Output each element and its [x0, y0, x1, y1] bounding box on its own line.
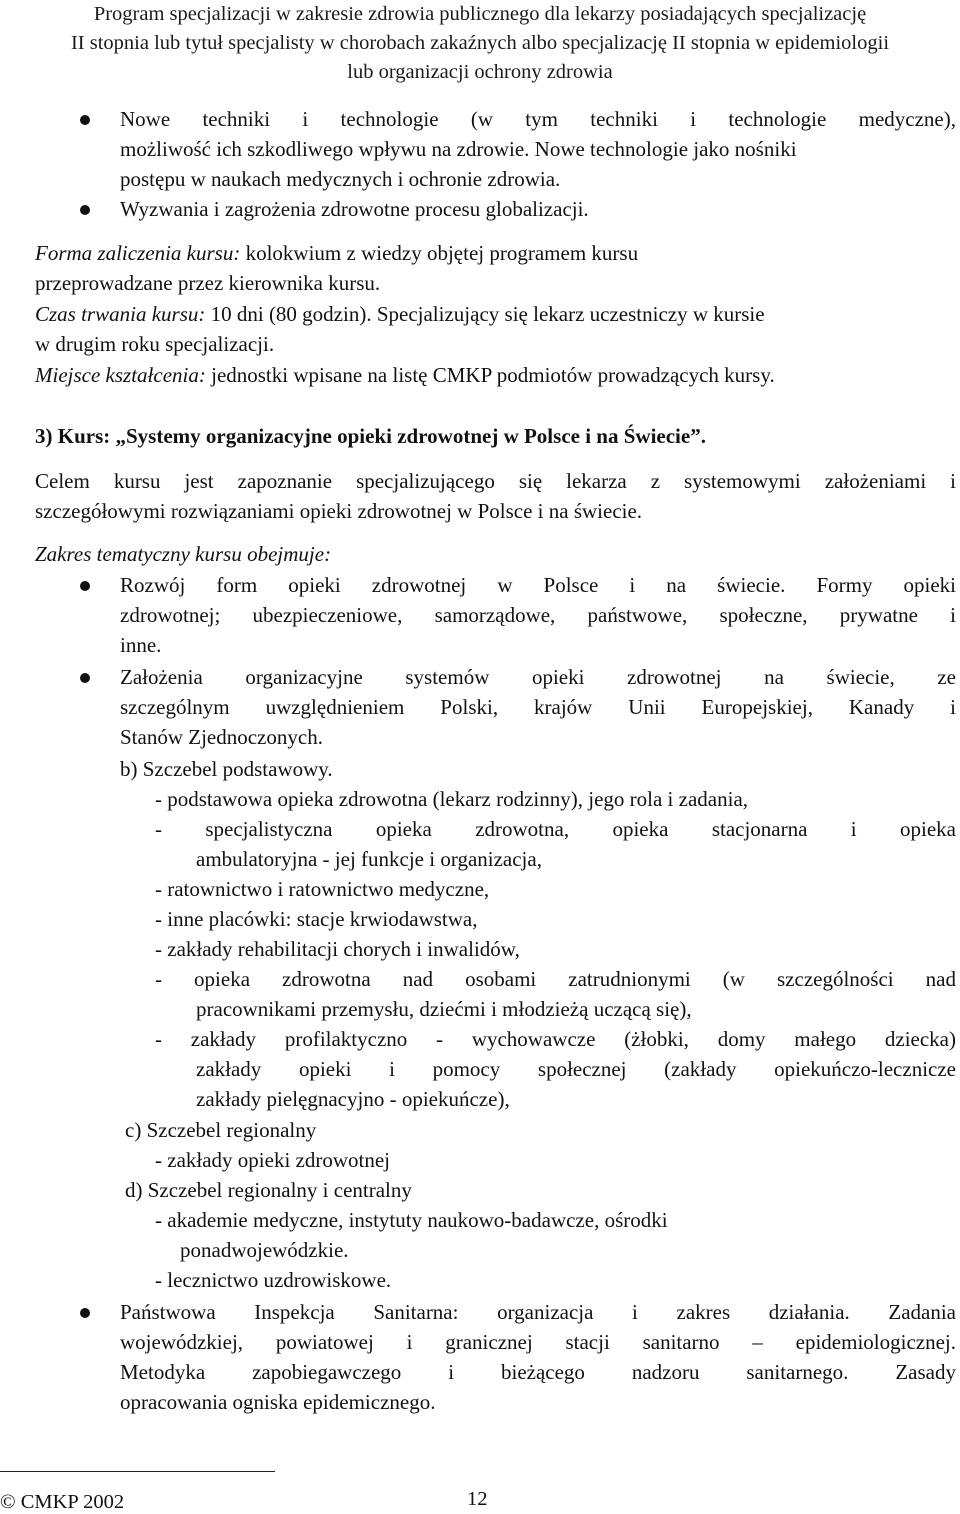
list-item: - podstawowa opieka zdrowotna (lekarz rodzinny), jego rola i zadania,: [155, 787, 749, 811]
course-intro-line: szczegółowymi rozwiązaniami opieki zdrowotnej w Polsce i na świecie.: [35, 499, 643, 523]
bullet-text-line: Założenia organizacyjne systemów opieki zdrowotnej na świecie, ze: [120, 665, 956, 689]
list-item-continuation: zakłady pielęgnacyjno - opiekuńcze),: [196, 1087, 510, 1111]
bullet-text-line: Wyzwania i zagrożenia zdrowotne procesu globalizacji.: [120, 197, 589, 221]
bullet-text-line: szczególnym uwzględnieniem Polski, krajów Unii Europejskiej, Kanady i: [120, 695, 956, 719]
bullet-icon: [80, 115, 90, 125]
list-item-continuation: pracownikami przemysłu, dziećmi i młodzieżą uczącą się),: [196, 997, 692, 1021]
list-item: - zakłady opieki zdrowotnej: [155, 1148, 390, 1172]
czas-label: Czas trwania kursu:: [35, 302, 206, 326]
list-item-continuation: zakłady opieki i pomocy społecznej (zakłady opiekuńczo-lecznicze: [196, 1057, 956, 1081]
page-header: [0, 0, 960, 87]
bullet-text-line: opracowania ogniska epidemicznego.: [120, 1390, 436, 1414]
bullet-text-line: Rozwój form opieki zdrowotnej w Polsce i na świecie. Formy opieki: [120, 573, 956, 597]
bullet-icon: [80, 205, 90, 215]
subsection-b-heading: b) Szczebel podstawowy.: [120, 757, 333, 781]
footer-divider: [0, 1471, 275, 1472]
footer-copyright: © CMKP 2002: [0, 1491, 125, 1513]
course-heading: 3) Kurs: „Systemy organizacyjne opieki zdrowotnej w Polsce i na Świecie”.: [35, 424, 706, 448]
forma-text: kolokwium z wiedzy objętej programem kursu: [240, 241, 639, 265]
bullet-text-line: zdrowotnej; ubezpieczeniowe, samorządowe, państwowe, społeczne, prywatne i: [120, 603, 956, 627]
header-line-1: Program specjalizacji w zakresie zdrowia publicznego dla lekarzy posiadających specjalizację: [93, 3, 867, 25]
czas-text-line-2: w drugim roku specjalizacji.: [35, 332, 275, 356]
miejsce-text: jednostki wpisane na listę CMKP podmiotów prowadzących kursy.: [205, 363, 775, 387]
zakres-heading: Zakres tematyczny kursu obejmuje:: [35, 542, 332, 566]
bullet-text-line: Nowe techniki i technologie (w tym techniki i technologie medyczne),: [120, 107, 956, 131]
miejsce-label: Miejsce kształcenia:: [35, 363, 206, 387]
list-item: - specjalistyczna opieka zdrowotna, opieka stacjonarna i opieka: [155, 817, 956, 841]
bullet-text-line: możliwość ich szkodliwego wpływu na zdrowie. Nowe technologie jako nośniki: [120, 137, 797, 161]
list-item: - akademie medyczne, instytuty naukowo-badawcze, ośrodki: [155, 1208, 668, 1232]
course-intro-line: Celem kursu jest zapoznanie specjalizującego się lekarza z systemowymi założeniami i: [35, 469, 956, 493]
list-item: - lecznictwo uzdrowiskowe.: [155, 1268, 392, 1292]
list-item-continuation: ponadwojewódzkie.: [180, 1238, 349, 1262]
forma-text-line-2: przeprowadzane przez kierownika kursu.: [35, 271, 381, 295]
forma-label: Forma zaliczenia kursu:: [35, 241, 241, 265]
czas-text: 10 dni (80 godzin). Specjalizujący się lekarz uczestniczy w kursie: [205, 302, 765, 326]
header-line-2: II stopnia lub tytuł specjalisty w chorobach zakaźnych albo specjalizację II stopnia w epidemiologii: [70, 32, 890, 54]
list-item: - opieka zdrowotna nad osobami zatrudnionymi (w szczególności nad: [155, 967, 956, 991]
subsection-d-heading: d) Szczebel regionalny i centralny: [125, 1178, 412, 1202]
list-item-continuation: ambulatoryjna - jej funkcje i organizacja,: [196, 847, 542, 871]
subsection-c-heading: c) Szczebel regionalny: [125, 1118, 317, 1142]
bullet-icon: [80, 1308, 90, 1318]
bullet-icon: [80, 581, 90, 591]
bullet-text-line: wojewódzkiej, powiatowej i granicznej stacji sanitarno – epidemiologicznej.: [120, 1330, 956, 1354]
bullet-text-line: inne.: [120, 633, 162, 657]
miejsce-ksztalcenia: [35, 360, 775, 390]
bullet-text-line: Metodyka zapobiegawczego i bieżącego nadzoru sanitarnego. Zasady: [120, 1360, 956, 1384]
bullet-text-line: Państwowa Inspekcja Sanitarna: organizacja i zakres działania. Zadania: [120, 1300, 956, 1324]
list-item: - ratownictwo i ratownictwo medyczne,: [155, 877, 490, 901]
czas-trwania: [35, 299, 765, 329]
list-item: - zakłady profilaktyczno - wychowawcze (żłobki, domy małego dziecka): [155, 1027, 956, 1051]
forma-zaliczenia: [35, 238, 638, 268]
bullet-text-line: Stanów Zjednoczonych.: [120, 725, 323, 749]
page-number: 12: [467, 1488, 488, 1510]
bullet-text-line: postępu w naukach medycznych i ochronie zdrowia.: [120, 167, 561, 191]
bullet-icon: [80, 673, 90, 683]
header-line-3: lub organizacji ochrony zdrowia: [347, 61, 613, 83]
list-item: - zakłady rehabilitacji chorych i inwalidów,: [155, 937, 520, 961]
list-item: - inne placówki: stacje krwiodawstwa,: [155, 907, 478, 931]
